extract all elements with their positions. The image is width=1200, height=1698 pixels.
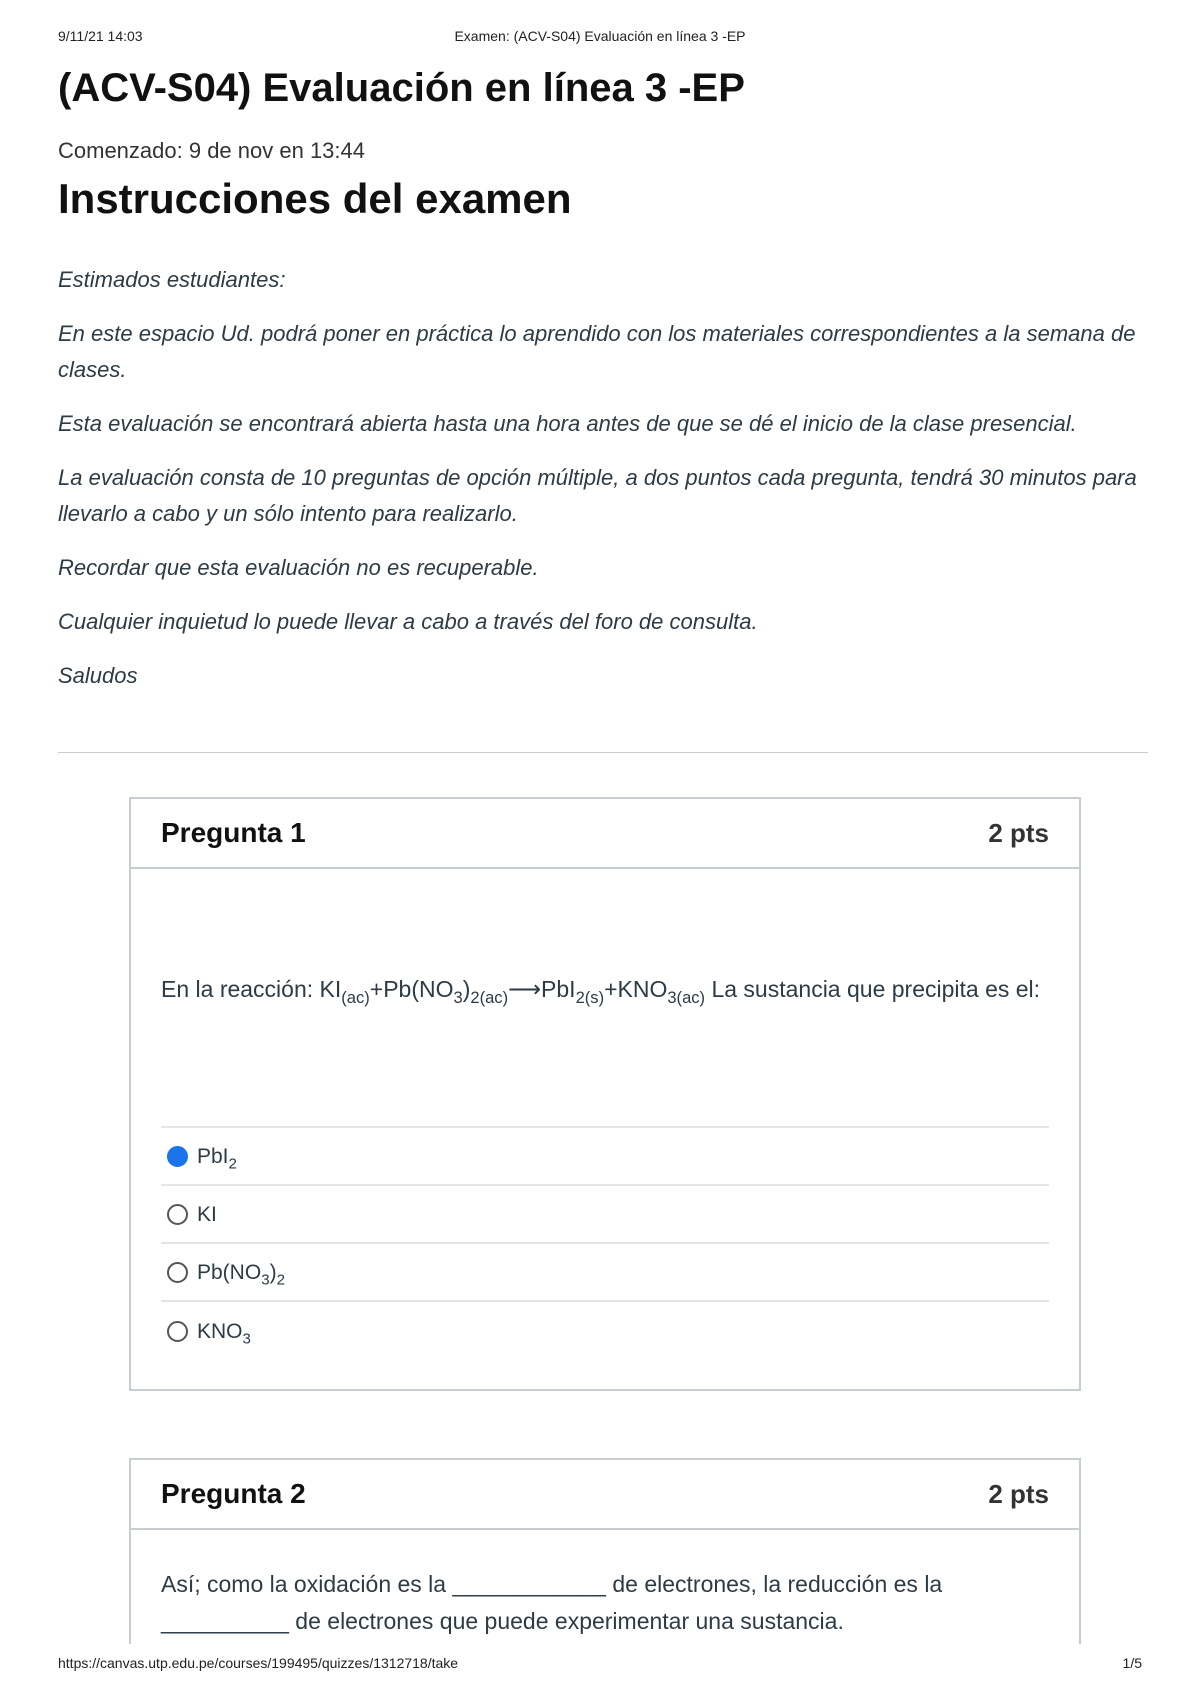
- question-header: [131, 1460, 1079, 1530]
- question-body: [131, 869, 1079, 1360]
- instruction-paragraph: Esta evaluación se encontrará abierta hasta una hora antes de que se dé el inicio de la clase presencial.: [58, 411, 1077, 436]
- question-text-suffix: La sustancia que precipita es el:: [705, 976, 1041, 1002]
- answer-option[interactable]: [161, 1128, 1049, 1186]
- answer-option[interactable]: [161, 1302, 1049, 1360]
- question-title: Pregunta 2: [161, 1478, 306, 1509]
- question-text: Así; como la oxidación es la ____________ de electrones, la reducción es la __________ de electrones que puede experimentar una sustancia.: [161, 1571, 943, 1634]
- question-text-prefix: En la reacción:: [161, 976, 320, 1002]
- subscript: (ac): [341, 987, 370, 1007]
- radio-button[interactable]: [167, 1262, 188, 1283]
- subscript: 2: [276, 1270, 285, 1288]
- answer-option[interactable]: [161, 1244, 1049, 1302]
- question-1: [129, 797, 1081, 1391]
- question-body: [131, 1530, 1079, 1640]
- instruction-paragraph: Cualquier inquietud lo puede llevar a cabo a través del foro de consulta.: [58, 609, 758, 634]
- print-footer: [58, 1655, 1142, 1675]
- answer-label: $Pb(NO_3)_2$: [197, 1260, 285, 1288]
- question-header: [131, 799, 1079, 869]
- subscript: 2(s): [575, 987, 605, 1007]
- instruction-paragraph: Recordar que esta evaluación no es recuperable.: [58, 555, 539, 580]
- subscript: 3: [242, 1329, 251, 1347]
- instruction-paragraph: Estimados estudiantes:: [58, 267, 286, 292]
- answer-list: [161, 1126, 1049, 1360]
- chemical-equation: $KI_{(ac)}+Pb(NO_3)_{2(ac)}⟶PbI_{2(s)}+KNO_{3(ac)}$: [319, 976, 706, 1007]
- answer-label: PbI$_2$: [197, 1144, 237, 1172]
- answer-label: KI: [197, 1202, 217, 1226]
- answer-label: $KNO_3$: [197, 1319, 251, 1347]
- print-header: [58, 28, 1142, 48]
- started-timestamp: Comenzado: 9 de nov en 13:44: [58, 138, 366, 163]
- page-title: (ACV-S04) Evaluación en línea 3 -EP: [58, 66, 745, 110]
- print-title: Examen: (ACV-S04) Evaluación en línea 3 -EP: [454, 28, 746, 44]
- subscript: 3(ac): [667, 987, 706, 1007]
- instructions-heading: Instrucciones del examen: [58, 175, 572, 222]
- page-number: 1/5: [1122, 1655, 1142, 1671]
- question-points: 2 pts: [988, 1478, 1049, 1509]
- page-url: https://canvas.utp.edu.pe/courses/199495/quizzes/1312718/take: [58, 1655, 459, 1671]
- answer-option[interactable]: [161, 1186, 1049, 1244]
- instruction-paragraph: En este espacio Ud. podrá poner en práctica lo aprendido con los materiales correspondientes a la semana de clases.: [58, 321, 1136, 382]
- instruction-paragraph: Saludos: [58, 663, 138, 688]
- divider: [58, 752, 1148, 753]
- subscript: 3: [261, 1270, 270, 1288]
- radio-button[interactable]: [167, 1204, 188, 1225]
- subscript: 2: [228, 1154, 237, 1172]
- subscript: 3: [453, 987, 463, 1007]
- radio-button[interactable]: [167, 1146, 188, 1167]
- instructions-text: [58, 262, 1148, 712]
- radio-button[interactable]: [167, 1321, 188, 1342]
- question-points: 2 pts: [988, 817, 1049, 848]
- question-text: [161, 869, 1049, 1126]
- subscript: 2(ac): [470, 987, 509, 1007]
- instruction-paragraph: La evaluación consta de 10 preguntas de opción múltiple, a dos puntos cada pregunta, tendrá 30 minutos para llevarlo a cabo y un sólo intento para realizarlo.: [58, 465, 1137, 526]
- question-title: Pregunta 1: [161, 817, 306, 848]
- print-date: 9/11/21 14:03: [58, 28, 143, 44]
